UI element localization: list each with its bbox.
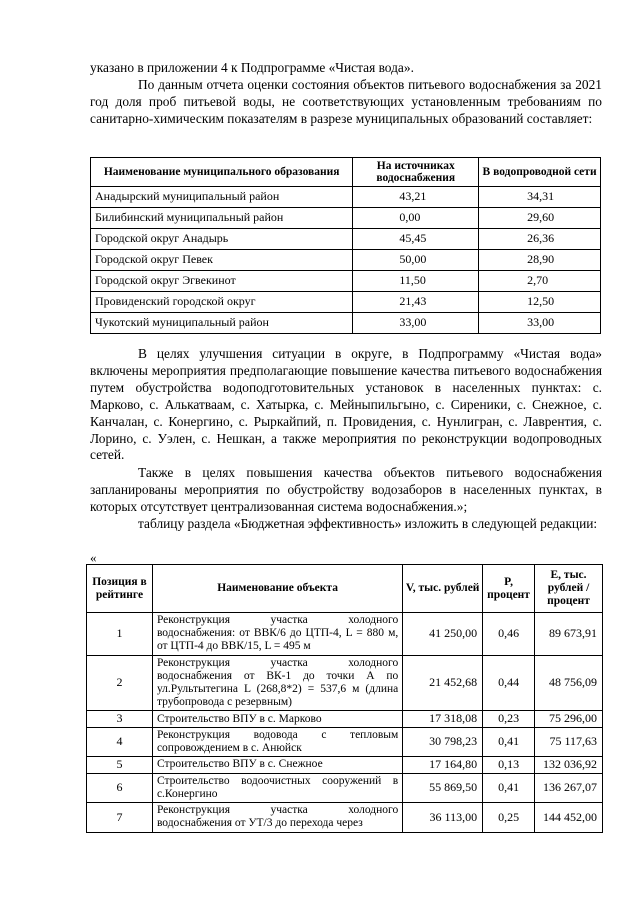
table-row bbox=[91, 229, 601, 250]
source-value-cell: 50,00 bbox=[353, 250, 479, 271]
table-row bbox=[91, 187, 601, 208]
table-row bbox=[87, 803, 603, 832]
object-name-cell: Реконструкция участка холодного водоснабжения от ВК-1 до точки А по ул.Рультытегина L (268,8*2) = 537,6 м (длина трубопровода с резервным) bbox=[152, 655, 402, 711]
table-row bbox=[91, 250, 601, 271]
position-cell: 1 bbox=[87, 613, 153, 656]
municipality-cell: Городской округ Певек bbox=[91, 250, 353, 271]
e-value-cell: 144 452,00 bbox=[535, 803, 603, 832]
p-value-cell: 0,41 bbox=[483, 773, 535, 802]
paragraph-2: По данным отчета оценки состояния объектов питьевого водоснабжения за 2021 год доля проб питьевой воды, не соответствующих установленным требованиям по санитарно-химическим показателям в разрезе муниципальных образований составляет: bbox=[90, 77, 602, 126]
position-cell: 2 bbox=[87, 655, 153, 711]
network-value-cell: 29,60 bbox=[479, 208, 601, 229]
column-header: E, тыс. рублей / процент bbox=[535, 565, 603, 613]
column-header: В водопроводной сети bbox=[479, 158, 601, 187]
p-value-cell: 0,25 bbox=[483, 803, 535, 832]
e-value-cell: 89 673,91 bbox=[535, 613, 603, 656]
network-value-cell: 28,90 bbox=[479, 250, 601, 271]
column-header: V, тыс. рублей bbox=[403, 565, 483, 613]
municipality-cell: Чукотский муниципальный район bbox=[91, 313, 353, 334]
paragraph-4: Также в целях повышения качества объектов питьевого водоснабжения запланированы мероприятия по обустройству водозаборов в населенных пунктах, в которых отсутствует централизованная система водоснабжения.»; bbox=[90, 465, 602, 514]
position-cell: 6 bbox=[87, 773, 153, 802]
paragraph-3: В целях улучшения ситуации в округе, в Подпрограмму «Чистая вода» включены мероприятия предполагающие повышение качества питьевого водоснабжения путем обустройства водоподготовительных установок в населенных пунктах: с. Марково, с. Алькатваам, с. Хатырка, с. Мейныпильгыно, с. Сиреники, с. Снежное, с. Канчалан, с. Конергино, с. Рыркайпий, п. Провидения, с. Нунлигран, с. Лаврентия, с. Лорино, с. Уэлен, с. Нешкан, а также мероприятия по реконструкции водопроводных сетей. bbox=[90, 346, 602, 463]
v-value-cell: 17 318,08 bbox=[403, 711, 483, 728]
network-value-cell: 26,36 bbox=[479, 229, 601, 250]
budget-efficiency-table bbox=[86, 564, 603, 833]
p-value-cell: 0,44 bbox=[483, 655, 535, 711]
e-value-cell: 75 296,00 bbox=[535, 711, 603, 728]
object-name-cell: Строительство ВПУ в с. Марково bbox=[152, 711, 402, 728]
table-header-row bbox=[91, 158, 601, 187]
table-header-row bbox=[87, 565, 603, 613]
v-value-cell: 17 164,80 bbox=[403, 757, 483, 774]
object-name-cell: Реконструкция участка холодного водоснабжения: от ВВК/6 до ЦТП-4, L = 880 м, от ЦТП-4 до ВВК/15, L = 495 м bbox=[152, 613, 402, 656]
paragraph-1: указано в приложении 4 к Подпрограмме «Чистая вода». bbox=[90, 60, 414, 75]
object-name-cell: Реконструкция участка холодного водоснабжения от УТ/3 до перехода через bbox=[152, 803, 402, 832]
e-value-cell: 75 117,63 bbox=[535, 727, 603, 756]
position-cell: 4 bbox=[87, 727, 153, 756]
network-value-cell: 12,50 bbox=[479, 292, 601, 313]
municipality-cell: Городской округ Эгвекинот bbox=[91, 271, 353, 292]
v-value-cell: 41 250,00 bbox=[403, 613, 483, 656]
source-value-cell: 11,50 bbox=[353, 271, 479, 292]
object-name-cell: Строительство водоочистных сооружений в с.Конергино bbox=[152, 773, 402, 802]
position-cell: 5 bbox=[87, 757, 153, 774]
table-row bbox=[87, 727, 603, 756]
table-row bbox=[87, 613, 603, 656]
municipality-cell: Провиденский городской округ bbox=[91, 292, 353, 313]
table-row bbox=[87, 773, 603, 802]
column-header: P, процент bbox=[483, 565, 535, 613]
column-header: Наименование объекта bbox=[152, 565, 402, 613]
municipality-cell: Городской округ Анадырь bbox=[91, 229, 353, 250]
table-row bbox=[91, 292, 601, 313]
table-row bbox=[87, 757, 603, 774]
source-value-cell: 33,00 bbox=[353, 313, 479, 334]
v-value-cell: 21 452,68 bbox=[403, 655, 483, 711]
v-value-cell: 30 798,23 bbox=[403, 727, 483, 756]
v-value-cell: 55 869,50 bbox=[403, 773, 483, 802]
e-value-cell: 136 267,07 bbox=[535, 773, 603, 802]
object-name-cell: Реконструкция водовода с тепловым сопровождением в с. Анюйск bbox=[152, 727, 402, 756]
object-name-cell: Строительство ВПУ в с. Снежное bbox=[152, 757, 402, 774]
p-value-cell: 0,46 bbox=[483, 613, 535, 656]
source-value-cell: 43,21 bbox=[353, 187, 479, 208]
p-value-cell: 0,13 bbox=[483, 757, 535, 774]
source-value-cell: 0,00 bbox=[353, 208, 479, 229]
table-row bbox=[91, 271, 601, 292]
network-value-cell: 33,00 bbox=[479, 313, 601, 334]
position-cell: 3 bbox=[87, 711, 153, 728]
contamination-table bbox=[90, 157, 601, 334]
table-row bbox=[87, 711, 603, 728]
p-value-cell: 0,41 bbox=[483, 727, 535, 756]
municipality-cell: Анадырский муниципальный район bbox=[91, 187, 353, 208]
p-value-cell: 0,23 bbox=[483, 711, 535, 728]
column-header: Наименование муниципального образования bbox=[91, 158, 353, 187]
opening-quote: « bbox=[90, 550, 97, 565]
table-row bbox=[87, 655, 603, 711]
table-row bbox=[91, 208, 601, 229]
column-header: Позиция в рейтинге bbox=[87, 565, 153, 613]
e-value-cell: 48 756,09 bbox=[535, 655, 603, 711]
paragraph-5: таблицу раздела «Бюджетная эффективность» изложить в следующей редакции: bbox=[138, 516, 598, 531]
source-value-cell: 45,45 bbox=[353, 229, 479, 250]
table-row bbox=[91, 313, 601, 334]
network-value-cell: 2,70 bbox=[479, 271, 601, 292]
position-cell: 7 bbox=[87, 803, 153, 832]
network-value-cell: 34,31 bbox=[479, 187, 601, 208]
column-header: На источниках водоснабжения bbox=[353, 158, 479, 187]
municipality-cell: Билибинский муниципальный район bbox=[91, 208, 353, 229]
source-value-cell: 21,43 bbox=[353, 292, 479, 313]
e-value-cell: 132 036,92 bbox=[535, 757, 603, 774]
v-value-cell: 36 113,00 bbox=[403, 803, 483, 832]
